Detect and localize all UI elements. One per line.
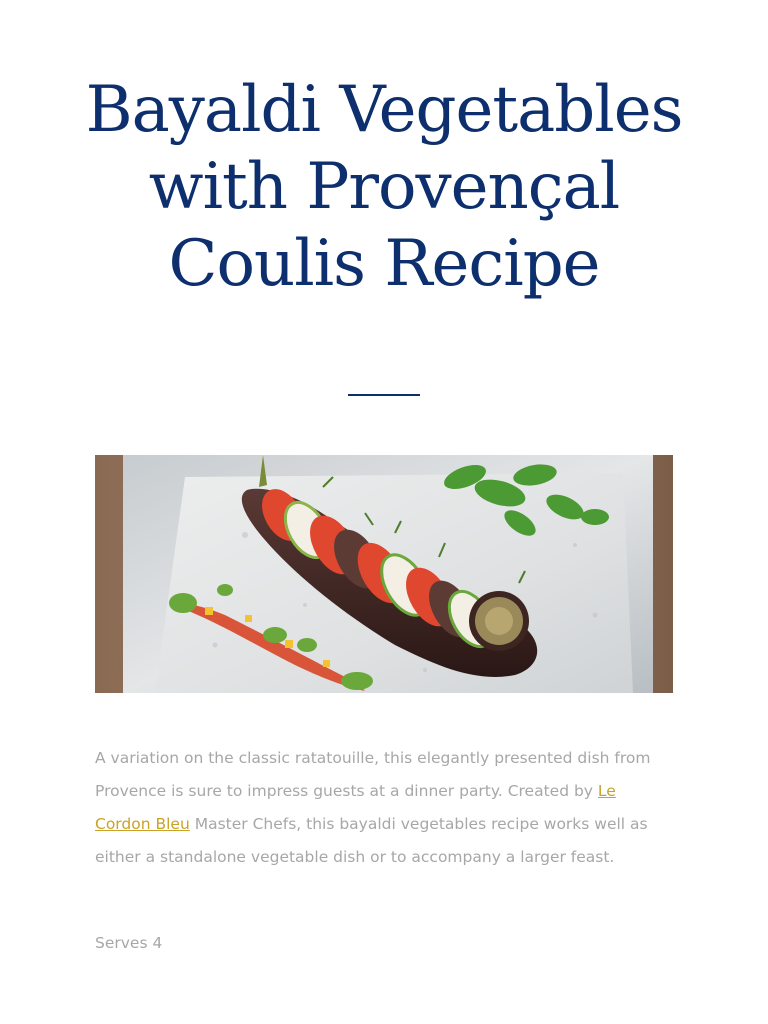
le-cordon-bleu-link[interactable]: Le Cordon Bleu (95, 782, 616, 833)
food-photo-icon (95, 455, 673, 693)
page-title: Bayaldi Vegetables with Provençal Coulis Recipe (85, 73, 683, 301)
title-divider (348, 394, 420, 396)
intro-paragraph (95, 742, 675, 874)
intro-text-start: A variation on the classic ratatouille, this elegantly presented dish from Provence is sure to impress guests at a dinner party. Created by (95, 749, 651, 800)
hero-image (95, 455, 673, 693)
servings-text: Serves 4 (95, 934, 163, 952)
intro-text-end: Master Chefs, this bayaldi vegetables recipe works well as either a standalone vegetable dish or to accompany a larger feast. (95, 815, 648, 866)
